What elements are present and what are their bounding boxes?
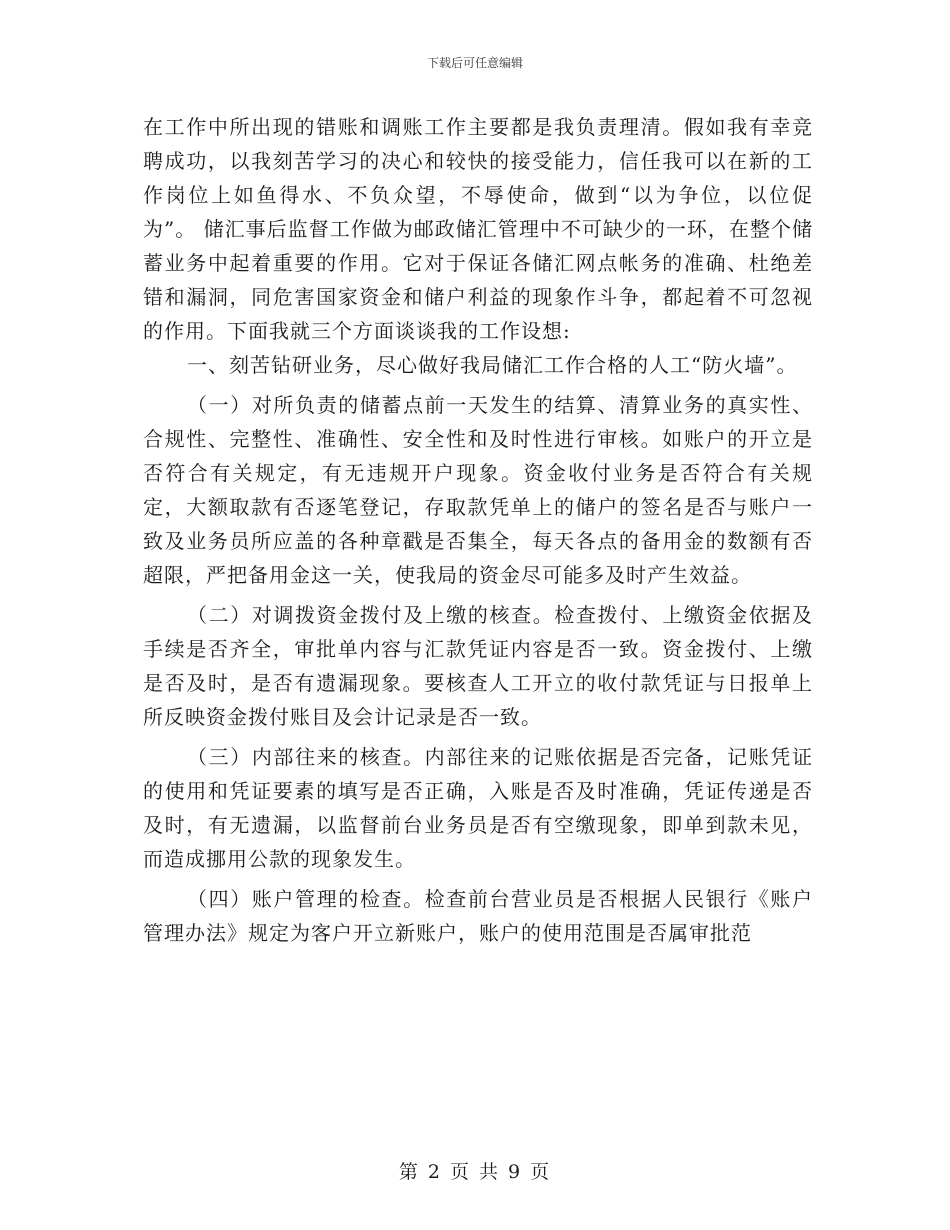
paragraph-section-one: 一、刻苦钻研业务，尽心做好我局储汇工作合格的人工“防火墙”。 xyxy=(187,353,798,377)
paragraph-item-4: （四）账户管理的检查。检查前台营业员是否根据人民银行《账户管理办法》规定为客户开立新账户，账户的使用范围是否属审批范 xyxy=(143,887,813,945)
paragraph-intro: 在工作中所出现的错账和调账工作主要都是我负责理清。假如我有幸竞聘成功，以我刻苦学习的决心和较快的接受能力，信任我可以在新的工作岗位上如鱼得水、不负众望，不辱使命，做到“以为争位，以位促为”。 储汇事后监督工作做为邮政储汇管理中不可缺少的一环，在整个储蓄业务中起着重要的作用。它对于保证各储汇网点帐务的准确、杜绝差错和漏洞，同危害国家资金和储户利益的现象作斗争，都起着不可忽视的作用。下面我就三个方面谈谈我的工作设想: xyxy=(143,115,813,343)
page-number-footer: 第 2 页 共 9 页 xyxy=(398,1161,552,1183)
document-body xyxy=(143,110,813,950)
paragraph-item-3: （三）内部往来的核查。内部往来的记账依据是否完备，记账凭证的使用和凭证要素的填写是否正确，入账是否及时准确，凭证传递是否及时，有无遗漏，以监督前台业务员是否有空缴现象，即单到款未见，而造成挪用公款的现象发生。 xyxy=(143,745,813,871)
page-header-note: 下载后可任意编辑 xyxy=(426,56,523,70)
paragraph-item-2: （二）对调拨资金拨付及上缴的核查。检查拨付、上缴资金依据及手续是否齐全，审批单内容与汇款凭证内容是否一致。资金拨付、上缴是否及时，是否有遗漏现象。要核查人工开立的收付款凭证与日报单上所反映资金拨付账目及会计记录是否一致。 xyxy=(143,603,813,729)
paragraph-item-1: （一）对所负责的储蓄点前一天发生的结算、清算业务的真实性、合规性、完整性、准确性、安全性和及时性进行审核。如账户的开立是否符合有关规定，有无违规开户现象。资金收付业务是否符合有关规定，大额取款有否逐笔登记，存取款凭单上的储户的签名是否与账户一致及业务员所应盖的各种章戳是否集全，每天各点的备用金的数额有否超限，严把备用金这一关，使我局的资金尽可能多及时产生效益。 xyxy=(143,393,813,587)
